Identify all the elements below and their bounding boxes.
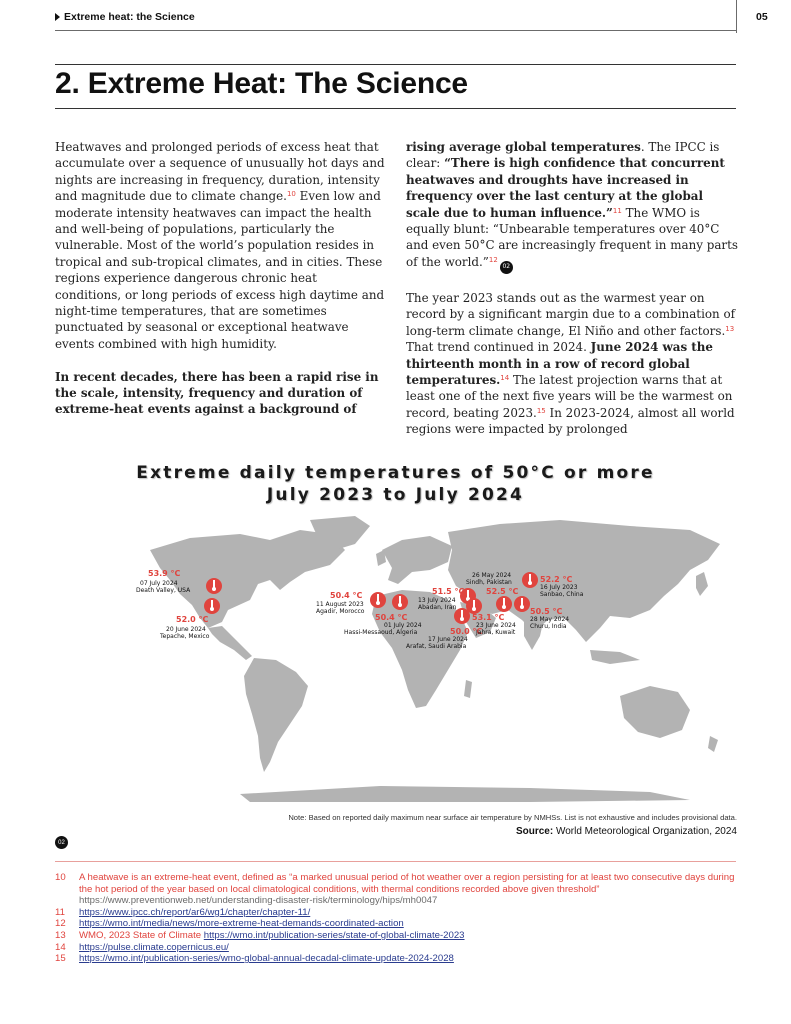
marker-death-valley <box>206 578 222 594</box>
figure-badge[interactable]: 02 <box>500 261 513 274</box>
footnote-link[interactable]: https://www.ipcc.ch/report/ar6/wg1/chapter/chapter-11/ <box>79 906 311 918</box>
land-central-america <box>208 626 252 660</box>
label-date: 26 May 2024 <box>472 572 512 579</box>
label-place: Tepache, Mexico <box>160 633 210 640</box>
paragraph-bold-text: rising average global temperatures <box>406 140 641 154</box>
figure-note: Note: Based on reported daily maximum near surface air temperature by NMHSs. List is not exhaustive and includes provisional data. <box>288 813 737 822</box>
label-temp: 51.5 °C <box>432 587 465 596</box>
label-temp: 53.1 °C <box>472 613 505 622</box>
caret-right-icon <box>55 13 60 21</box>
label-temp: 52.5 °C <box>486 587 519 596</box>
figure-badge[interactable]: 02 <box>55 836 68 849</box>
land-indonesia <box>590 650 640 664</box>
footnote <box>55 942 736 954</box>
paragraph-text: In 2023-2024, almost all world regions were impacted by prolonged <box>406 405 735 437</box>
label-date: 16 July 2023 <box>540 584 578 591</box>
page-number: 05 <box>756 11 768 23</box>
paragraph <box>55 369 385 418</box>
label-date: 23 June 2024 <box>476 622 516 629</box>
paragraph-text: The latest projection warns that at least one of the next five years will be the warmest on record, beating 2023. <box>406 372 733 420</box>
footnote-link[interactable]: https://wmo.int/publication-series/state-of-global-climate-2023 <box>203 929 465 941</box>
footnote-ref[interactable]: 13 <box>725 324 735 333</box>
footnote-number: 15 <box>55 953 66 965</box>
label-place: Sindh, Pakistan <box>466 579 512 586</box>
figure-title-line1: Extreme daily temperatures of 50°C or more <box>136 463 655 483</box>
paragraph-text: Even low and moderate intensity heatwaves can impact the health and well-being of populations, particularly the vulnerable. Most of the world’s population resides in tropical and sub-tropical climates, and in cities. These regions experience dangerous chronic heat conditions, or long periods of excess high daytime and night-time temperatures, that are sometimes punctuated by seasonal or exceptional heatwave events combined with high humidity. <box>55 189 385 351</box>
footnote <box>55 872 736 907</box>
marker-sindh <box>496 596 512 612</box>
paragraph-text: The WMO is equally blunt: “Unbearable temperatures over 40°C and even 50°C are increasingly frequent in many parts of the world.” <box>406 205 738 269</box>
world-map <box>130 510 740 810</box>
footnote <box>55 930 736 942</box>
label-place: Arafat, Saudi Arabia <box>406 643 467 650</box>
marker-churu <box>514 596 530 612</box>
footnote-ref[interactable]: 15 <box>536 406 546 415</box>
paragraph-bold-text: In recent decades, there has been a rapid rise in the scale, intensity, frequency and duration of extreme-heat events against a background of <box>55 369 379 417</box>
figure-source <box>516 826 737 837</box>
paragraph <box>406 290 738 438</box>
label-date: 17 June 2024 <box>428 636 468 643</box>
label-place: Death Valley, USA <box>136 587 191 594</box>
label-temp: 52.2 °C <box>540 575 573 584</box>
land-antarctica <box>240 786 690 802</box>
footnote <box>55 953 736 965</box>
footnote-text: A heatwave is an extreme-heat event, defined as “a marked unusual period of hot weather over a region persisting for at least two consecutive days during the hot period of the year based on local climatological conditions, with thermal conditions recorded above given threshold” <box>79 872 735 895</box>
marker-hassi-messaoud <box>392 594 408 610</box>
label-place: Abadan, Iran <box>418 604 457 611</box>
land-japan <box>696 572 708 596</box>
footnote-text: WMO, 2023 State of Climate <box>79 929 204 941</box>
footnote <box>55 918 736 930</box>
label-place: Agadir, Morocco <box>316 608 365 615</box>
title-rule-bottom <box>55 108 736 109</box>
paragraph <box>406 139 738 274</box>
label-date: 07 July 2024 <box>140 580 178 587</box>
paragraph-bold-text: June 2024 was the thirteenth month in a row of record global temperatures. <box>406 340 713 387</box>
label-place: Churu, India <box>530 623 567 630</box>
label-temp: 50.4 °C <box>330 591 363 600</box>
footnote-number: 11 <box>55 906 65 918</box>
body-column-right <box>406 139 738 454</box>
paragraph-text: Heatwaves and prolonged periods of excess heat that accumulate over a sequence of unusually hot days and nights are increasing in frequency, duration, intensity and magnitude due to climate change. <box>55 140 385 204</box>
marker-sanbao <box>522 572 538 588</box>
footnote-ref[interactable]: 10 <box>286 190 296 199</box>
label-temp: 50.4 °C <box>375 613 408 622</box>
footnotes <box>55 872 736 965</box>
label-temp: 50.0 °C <box>450 627 483 636</box>
paragraph-text: That trend continued in 2024. <box>406 340 591 355</box>
footnote-divider <box>55 861 736 862</box>
marker-tepache <box>204 598 220 614</box>
source-label: Source: <box>515 826 554 837</box>
footnote <box>55 907 736 919</box>
header-vertical-divider <box>736 0 737 33</box>
paragraph-text: The year 2023 stands out as the warmest year on record by a significant margin due to a combination of long-term climate change, El Niño and other factors. <box>406 290 736 338</box>
footnote-number: 14 <box>55 941 66 953</box>
marker-jahra <box>466 598 482 614</box>
label-place: Sanbao, China <box>540 591 584 598</box>
land-masses <box>150 516 720 802</box>
label-place: Jahra, Kuwait <box>476 629 516 636</box>
title-rule-top <box>55 64 736 65</box>
paragraph <box>55 139 385 352</box>
land-europe <box>382 536 452 584</box>
footnote-number: 13 <box>55 929 66 941</box>
source-text: World Meteorological Organization, 2024 <box>555 826 737 837</box>
footnote-link[interactable]: https://wmo.int/publication-series/wmo-global-annual-decadal-climate-update-2024-2028 <box>79 953 454 965</box>
breadcrumb[interactable] <box>55 11 195 23</box>
footnote-link[interactable]: https://wmo.int/media/news/more-extreme-heat-demands-coordinated-action <box>79 918 404 930</box>
land-south-america <box>244 658 308 772</box>
page-title: 2. Extreme Heat: The Science <box>55 67 468 100</box>
marker-agadir <box>370 592 386 608</box>
label-temp: 52.0 °C <box>176 615 209 624</box>
figure-title-line2: July 2023 to July 2024 <box>266 485 525 505</box>
footnote-link[interactable]: https://www.preventionweb.net/understanding-disaster-risk/terminology/hips/mh0047 <box>79 895 438 907</box>
footnote-number: 12 <box>55 918 66 930</box>
breadcrumb-label[interactable]: Extreme heat: the Science <box>64 11 195 23</box>
body-column-left <box>55 139 385 434</box>
label-date: 13 July 2024 <box>418 597 456 604</box>
footnote-ref[interactable]: 14 <box>500 373 510 382</box>
footnote-number: 10 <box>55 872 66 883</box>
label-temp: 50.5 °C <box>530 607 563 616</box>
label-date: 11 August 2023 <box>316 601 364 608</box>
footnote-ref[interactable]: 12 <box>488 255 498 264</box>
label-date: 01 July 2024 <box>384 622 422 629</box>
header-divider <box>55 30 736 31</box>
label-place: Hassi-Messaoud, Algeria <box>344 629 418 636</box>
label-temp: 53.9 °C <box>148 569 181 578</box>
label-date: 20 June 2024 <box>166 626 206 633</box>
footnote-ref[interactable]: 11 <box>612 206 622 215</box>
land-new-zealand <box>708 736 718 752</box>
label-date: 28 May 2024 <box>530 616 570 623</box>
land-australia <box>620 686 690 738</box>
land-madagascar <box>464 680 472 698</box>
ipcc-quote: “There is high confidence that concurrent heatwaves and droughts have increased in frequency over the last century at the global scale due to human influence.” <box>406 156 725 220</box>
paragraph-text: . The IPCC is clear: <box>406 140 720 171</box>
footnote-link[interactable]: https://pulse.climate.copernicus.eu/ <box>79 941 229 953</box>
